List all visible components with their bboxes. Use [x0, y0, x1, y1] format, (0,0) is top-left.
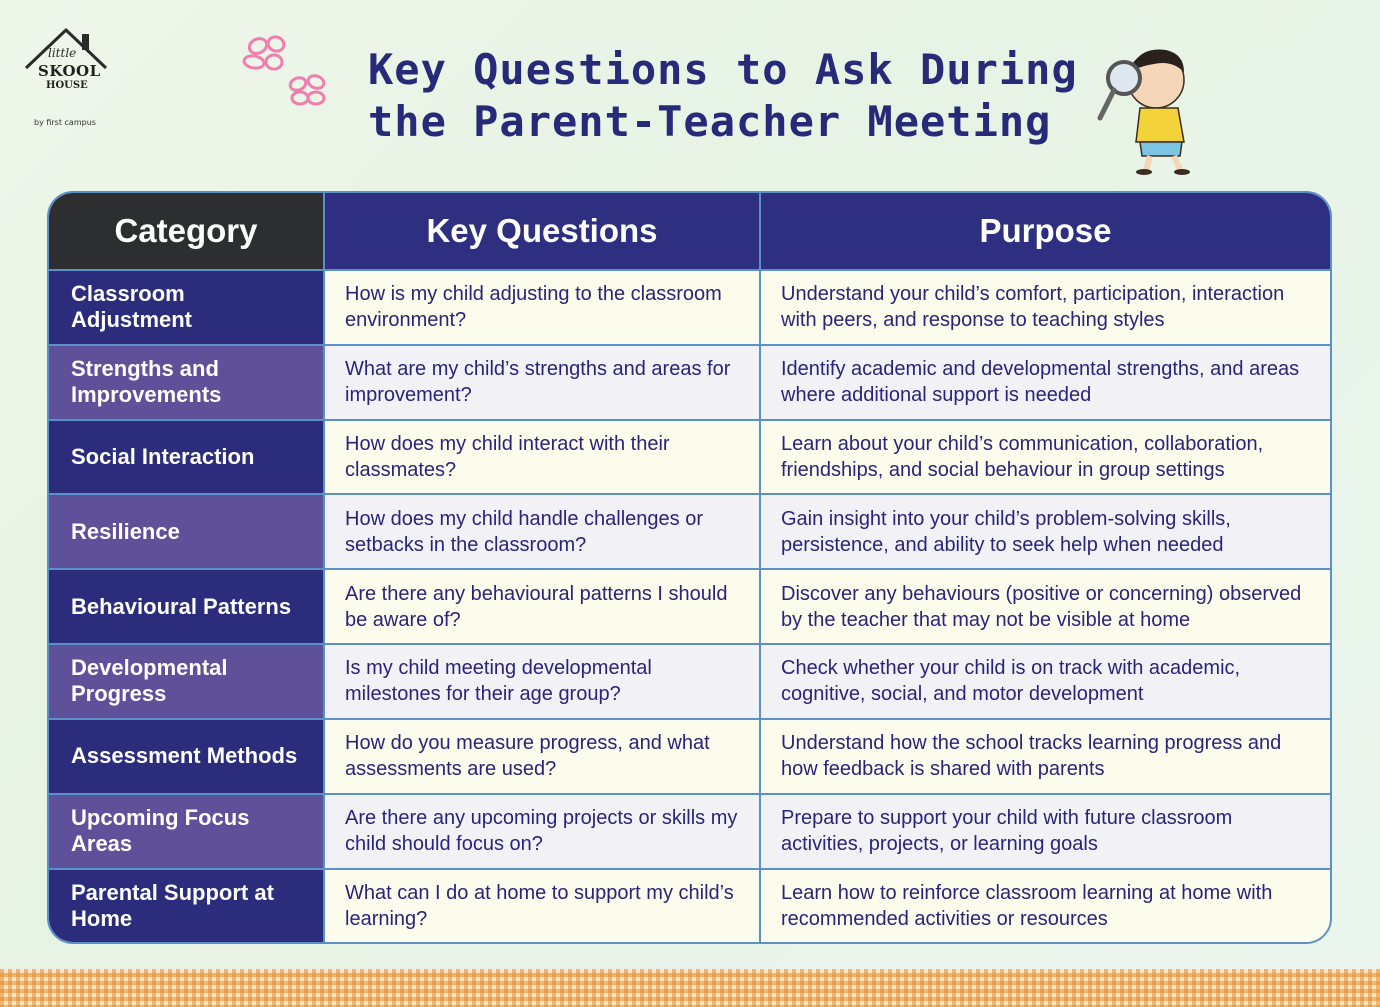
row-question: Are there any upcoming projects or skills my child should focus on?	[324, 794, 760, 869]
title-line-2: the Parent-Teacher Meeting	[368, 97, 1052, 146]
logo-skool-text: SKOOL	[38, 62, 101, 80]
row-purpose: Understand your child’s comfort, participation, interaction with peers, and response to teaching styles	[760, 270, 1330, 345]
table-row	[49, 719, 1330, 794]
row-purpose: Discover any behaviours (positive or concerning) observed by the teacher that may not be visible at home	[760, 569, 1330, 644]
row-category: Strengths and Improvements	[49, 345, 324, 420]
row-purpose: Check whether your child is on track with academic, cognitive, social, and motor development	[760, 644, 1330, 719]
row-purpose: Learn how to reinforce classroom learning at home with recommended activities or resources	[760, 869, 1330, 943]
table-row	[49, 644, 1330, 719]
row-question: How is my child adjusting to the classroom environment?	[324, 270, 760, 345]
brand-logo	[20, 24, 112, 134]
butterfly-flower-icon	[236, 32, 336, 112]
table-row	[49, 869, 1330, 943]
logo-byline: by first campus	[34, 118, 96, 127]
table-row	[49, 569, 1330, 644]
row-question: Is my child meeting developmental milestones for their age group?	[324, 644, 760, 719]
header-key-questions: Key Questions	[324, 193, 760, 270]
row-purpose: Prepare to support your child with future classroom activities, projects, or learning goals	[760, 794, 1330, 869]
row-category: Assessment Methods	[49, 719, 324, 794]
logo-house-text: HOUSE	[46, 80, 88, 91]
row-category: Behavioural Patterns	[49, 569, 324, 644]
row-category: Resilience	[49, 494, 324, 569]
table-row	[49, 794, 1330, 869]
table-row	[49, 420, 1330, 495]
row-question: What can I do at home to support my child’s learning?	[324, 869, 760, 943]
row-purpose: Identify academic and developmental strengths, and areas where additional support is needed	[760, 345, 1330, 420]
gingham-footer-border	[0, 969, 1380, 1007]
row-category: Parental Support at Home	[49, 869, 324, 943]
table-row	[49, 345, 1330, 420]
questions-table	[47, 191, 1332, 944]
table-header-row	[49, 193, 1330, 270]
row-question: Are there any behavioural patterns I should be aware of?	[324, 569, 760, 644]
row-question: How does my child interact with their classmates?	[324, 420, 760, 495]
row-category: Upcoming Focus Areas	[49, 794, 324, 869]
page-title	[368, 44, 1088, 148]
row-question: How does my child handle challenges or setbacks in the classroom?	[324, 494, 760, 569]
row-purpose: Gain insight into your child’s problem-solving skills, persistence, and ability to seek help when needed	[760, 494, 1330, 569]
table-row	[49, 270, 1330, 345]
row-purpose: Understand how the school tracks learning progress and how feedback is shared with parents	[760, 719, 1330, 794]
row-category: Social Interaction	[49, 420, 324, 495]
row-purpose: Learn about your child’s communication, collaboration, friendships, and social behaviour in group settings	[760, 420, 1330, 495]
row-question: How do you measure progress, and what assessments are used?	[324, 719, 760, 794]
header-purpose: Purpose	[760, 193, 1330, 270]
row-category: Classroom Adjustment	[49, 270, 324, 345]
table-row	[49, 494, 1330, 569]
header-category: Category	[49, 193, 324, 270]
row-question: What are my child’s strengths and areas for improvement?	[324, 345, 760, 420]
logo-little-text: little	[48, 46, 77, 60]
child-with-magnifying-glass-icon	[1088, 38, 1208, 178]
row-category: Developmental Progress	[49, 644, 324, 719]
title-line-1: Key Questions to Ask During	[368, 45, 1078, 94]
